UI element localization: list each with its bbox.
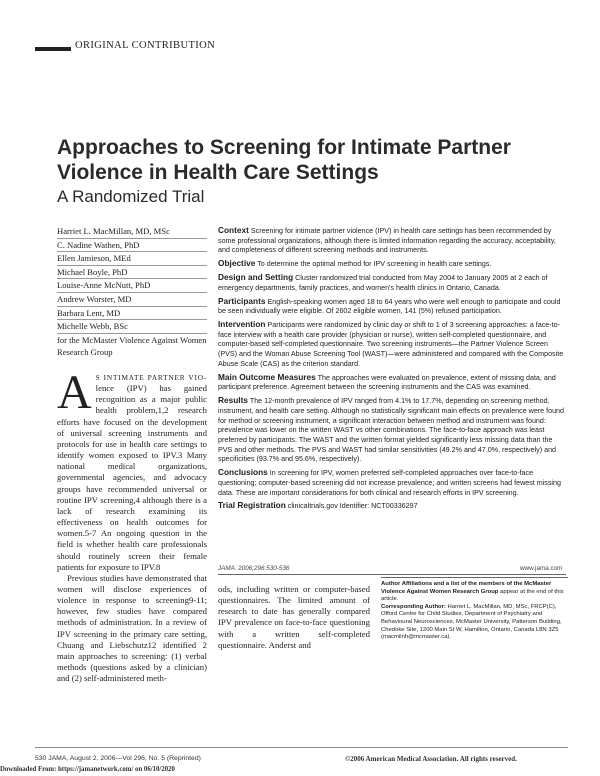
abstract-heading: Main Outcome Measures — [218, 371, 316, 382]
abstract-text: Participants were randomized by clinic day or shift to 1 of 3 screening approaches: a face-to-face interview with a health care provider (physician or nurse), written self-completed questionnaire, and computer-based self-completed questionnaire. Two screening instruments—the Partner Violence Screen (PVS) and the Woman Abuse Screening Tool (WAST)—were administered and compared with the Composite Abuse Scale (CAS) as the criterion standard. — [218, 321, 564, 368]
author-name: C. Nadine Wathen, PhD — [57, 239, 207, 253]
download-stamp: Downloaded From: https://jamanetwork.com/ on 06/10/2020 — [0, 766, 175, 773]
footer-rule — [35, 747, 568, 748]
author-name: Michelle Webb, BSc — [57, 320, 207, 334]
abstract-text: Screening for intimate partner violence (IPV) in health care settings has been recommended by some professional organizations, although there is limited information regarding the accuracy, acceptability, and completeness of different screening methods and instruments. — [218, 227, 556, 255]
abstract-heading: Conclusions — [218, 467, 268, 478]
author-name: Barbara Lent, MD — [57, 307, 207, 321]
author-list — [57, 225, 207, 358]
author-name: Michael Boyle, PhD — [57, 266, 207, 280]
author-name: Ellen Jamieson, MEd — [57, 252, 207, 266]
affiliation-text: appear at the end of this article. — [381, 588, 564, 603]
abstract — [218, 226, 566, 515]
abstract-heading: Participants — [218, 295, 266, 306]
page-info: 530 JAMA, August 2, 2006—Vol 296, No. 5 (Reprinted) — [35, 755, 201, 762]
abstract-heading: Trial Registration — [218, 500, 286, 511]
drop-cap: A — [57, 366, 92, 419]
section-rule — [35, 47, 71, 51]
corresponding-text: Harriet L. MacMillan, MD, MSc, FRCP(C), Offord Centre for Child Studies, Department of Psychiatry and Behavioural Neurosciences, McMaster University, Patterson Building, Chedoke Site, 1200 Main St W, Hamilton, Ontario, Canada L8N 3Z5 (macmilnh@mcmaster.ca). — [381, 603, 562, 641]
section-label: ORIGINAL CONTRIBUTION — [75, 40, 216, 51]
copyright: ©2006 American Medical Association. All rights reserved. — [345, 755, 517, 763]
article-title: Approaches to Screening for Intimate Partner Violence in Health Care Settings — [57, 136, 511, 184]
author-affiliations — [381, 581, 568, 642]
abstract-heading: Context — [218, 225, 249, 235]
abstract-context — [218, 226, 566, 256]
lead-in-text: S INTIMATE PARTNER VIO- — [95, 373, 207, 382]
author-name: Harriet L. MacMillan, MD, MSc — [57, 225, 207, 239]
abstract-text: clinicaltrials.gov Identifier: NCT00336297 — [287, 502, 418, 511]
abstract-text: The 12-month prevalence of IPV ranged from 4.1% to 17.7%, depending on screening method, instrument, and health care setting. Although no statistically significant main effects on prevalence were found for method or screening instrument, a significant interaction between method and instrument was found: prevalence was lower on the written WAST vs other combinations. The face-to-face approach was least preferred by participants. The WAST and the written format yielded significantly less missing data than the PVS and other methods. The PVS and WAST had similar sensitivities (49.2% and 47.0%, respectively) and specificities (93.7% and 95.6%, respectively). — [218, 397, 564, 464]
body-paragraph: lence (IPV) has gained recognition as a major public health problem,1,2 research efforts have focused on the development of universal screening instruments and protocols for use in health care settings to identify women exposed to IPV.3 Many national medical organizations, governmental agencies, and advocacy groups have recommended universal or routine IPV screening,4 although there is a lack of research examining its effectiveness on health outcomes for women.5-7 An ongoing question in the field is whether health care professionals should routinely screen their female patients for exposure to IPV.8 — [57, 383, 207, 572]
abstract-outcome — [218, 373, 566, 393]
abstract-trial-registration — [218, 501, 566, 512]
abstract-text: To determine the optimal method for IPV screening in health care settings. — [257, 260, 492, 269]
affiliation-heading: Author Affiliations and a list of the members of the McMaster Violence Against Women Research Group — [381, 581, 552, 595]
abstract-heading: Results — [218, 395, 248, 406]
abstract-heading: Intervention — [218, 319, 266, 329]
citation-rule — [218, 574, 566, 575]
journal-url[interactable]: www.jama.com — [520, 565, 563, 572]
body-paragraph: Previous studies have demonstrated that women will disclose experiences of violence in response to screening9-11; however, few studies have compared methods of administration. In a review of IPV screening in the primary care setting, Chuang and Liebschutz12 identified 2 main approaches to screening: (1) verbal methods (questions asked by a clinician) and (2) self-administered meth- — [57, 572, 207, 684]
body-column-2: ods, including written or computer-based questionnaires. The limited amount of research to date has generally compared IPV prevalence on face-to-face questioning with a written self-completed questionnaire. Anderst and — [218, 584, 370, 650]
body-column-1 — [57, 366, 207, 684]
abstract-results — [218, 396, 566, 465]
corresponding-heading: Corresponding Author: — [381, 603, 446, 610]
abstract-text: English-speaking women aged 18 to 64 years who were well enough to participate and could be seen individually were eligible. Of 2602 eligible women, 141 (5%) refused participation. — [218, 297, 561, 316]
abstract-objective — [218, 259, 566, 270]
affiliation-rule — [381, 577, 568, 578]
abstract-intervention — [218, 320, 566, 370]
abstract-design — [218, 273, 566, 293]
journal-citation: JAMA. 2006;296:530-536 — [218, 565, 290, 572]
author-name: Louise-Anne McNutt, PhD — [57, 279, 207, 293]
abstract-text: The approaches were evaluated on prevalence, extent of missing data, and participant preference. Agreement between the screening instruments and the CAS was examined. — [218, 373, 556, 392]
abstract-text: In screening for IPV, women preferred self-completed approaches over face-to-face questioning; computer-based screening did not increase prevalence; and written screens had fewest missing data. These are important considerations for both clinical and research efforts in IPV screening. — [218, 469, 561, 497]
author-name: Andrew Worster, MD — [57, 293, 207, 307]
abstract-heading: Objective — [218, 258, 256, 269]
abstract-heading: Design and Setting — [218, 272, 294, 282]
abstract-participants — [218, 297, 566, 317]
abstract-text: Cluster randomized trial conducted from May 2004 to January 2005 at 2 each of emergency departments, family practices, and women's health clinics in Ontario, Canada. — [218, 274, 548, 292]
abstract-conclusions — [218, 468, 566, 498]
article-subtitle: A Randomized Trial — [57, 187, 205, 206]
author-group: for the McMaster Violence Against Women Research Group — [57, 334, 207, 357]
